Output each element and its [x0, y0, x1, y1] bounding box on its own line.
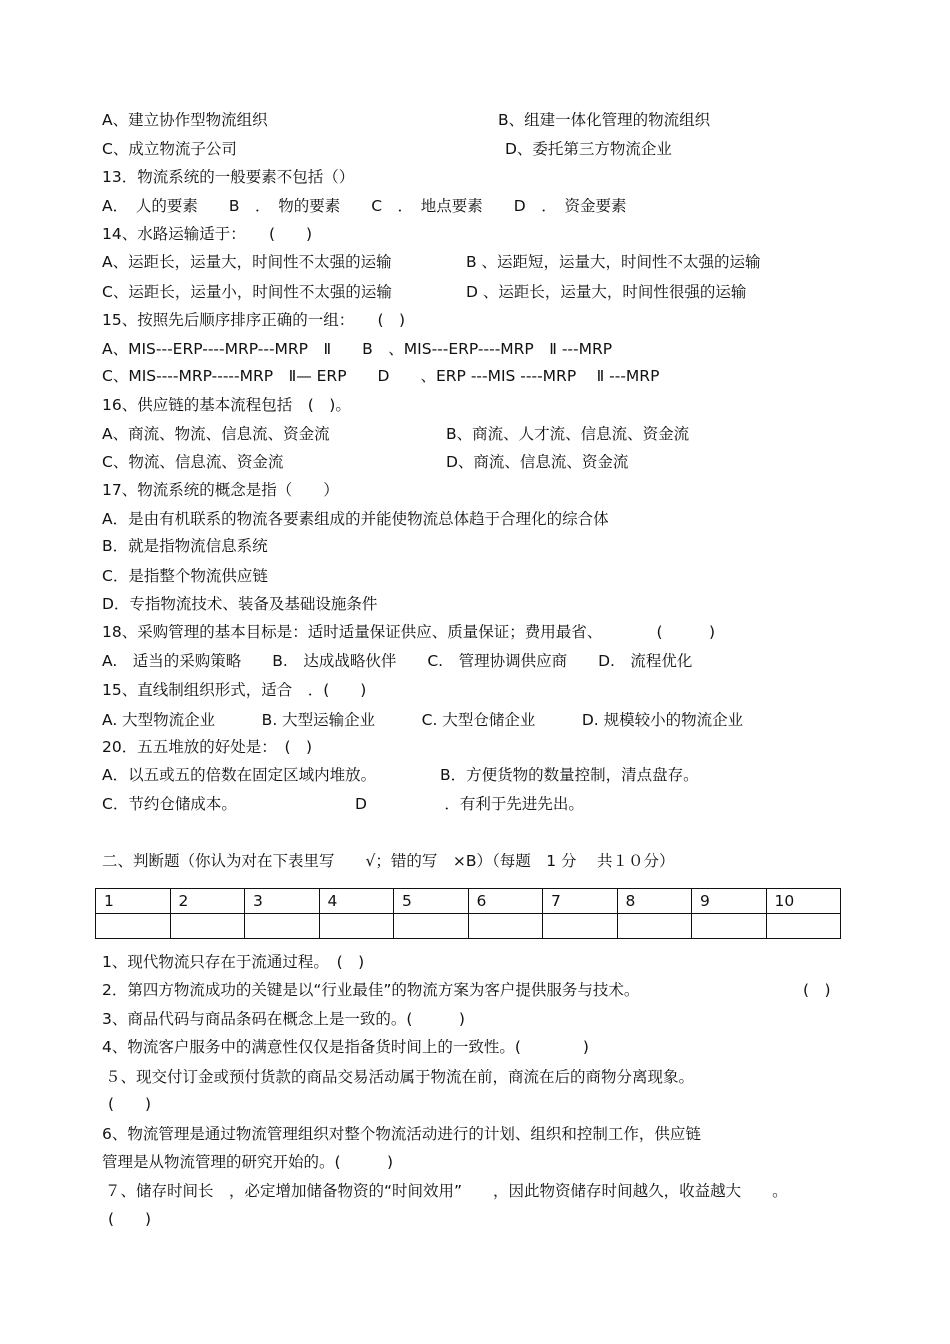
table-cell: 10	[766, 889, 841, 914]
answer-cell[interactable]	[245, 914, 320, 939]
table-cell: 2	[170, 889, 245, 914]
text-line: A. 大型物流企业 B. 大型运输企业 C. 大型仓储企业 D. 规模较小的物流企业	[102, 711, 744, 729]
text-line: 15、按照先后顺序排序正确的一组： ( )	[102, 311, 406, 329]
text-line: 16、供应链的基本流程包括 ( )。	[102, 396, 351, 414]
text-line: 20．五五堆放的好处是： ( )	[102, 738, 313, 756]
text-line: 18、采购管理的基本目标是：适时适量保证供应、质量保证；费用最省、 ( )	[102, 623, 716, 641]
table-cell: 7	[543, 889, 618, 914]
table-cell: 8	[617, 889, 692, 914]
text-line: A． 人的要素 B ． 物的要素 C ． 地点要素 D ． 资金要素	[102, 197, 627, 215]
table-cell: 3	[245, 889, 320, 914]
answer-table-answer-row	[96, 914, 841, 939]
text-line: B．就是指物流信息系统	[102, 537, 268, 555]
text-line: D ．有利于先进先出。	[355, 795, 584, 813]
answer-cell[interactable]	[617, 914, 692, 939]
table-cell: 9	[692, 889, 767, 914]
text-line: B、组建一体化管理的物流组织	[498, 111, 711, 129]
text-line: 2．第四方物流成功的关键是以“行业最佳”的物流方案为客户提供服务与技术。	[102, 981, 640, 999]
text-line: A、MIS---ERP----MRP---MRP Ⅱ B 、MIS---ERP----MRP Ⅱ ---MRP	[102, 340, 613, 358]
text-line: ７、储存时间长 ，必定增加储备物资的“时间效用” ，因此物资储存时间越久，收益越大 。	[105, 1182, 788, 1200]
text-line: B．方便货物的数量控制，清点盘存。	[440, 766, 699, 784]
text-line: 1、现代物流只存在于流通过程。 ( )	[102, 953, 365, 971]
text-line: A、运距长，运量大，时间性不太强的运输	[102, 253, 392, 271]
text-line: C、MIS----MRP-----MRP Ⅱ— ERP D 、ERP ---MIS ----MRP Ⅱ ---MRP	[102, 367, 660, 385]
text-line: 管理是从物流管理的研究开始的。( )	[102, 1153, 394, 1171]
answer-cell[interactable]	[766, 914, 841, 939]
text-line: D．专指物流技术、装备及基础设施条件	[102, 595, 378, 613]
text-line: D、委托第三方物流企业	[505, 140, 672, 158]
answer-cell[interactable]	[692, 914, 767, 939]
answer-cell[interactable]	[468, 914, 543, 939]
text-line: C、成立物流子公司	[102, 140, 237, 158]
text-line: 4、物流客户服务中的满意性仅仅是指备货时间上的一致性。( )	[102, 1038, 589, 1056]
text-line: 17、物流系统的概念是指（ ）	[102, 481, 339, 499]
table-cell: 4	[319, 889, 394, 914]
text-line: ( )	[803, 981, 831, 999]
answer-cell[interactable]	[543, 914, 618, 939]
text-line: 3、商品代码与商品条码在概念上是一致的。( )	[102, 1010, 465, 1028]
answer-cell[interactable]	[319, 914, 394, 939]
answer-cell[interactable]	[394, 914, 469, 939]
text-line: 15、直线制组织形式，适合 ．( )	[102, 681, 367, 699]
text-line: A．是由有机联系的物流各要素组成的并能使物流总体趋于合理化的综合体	[102, 510, 609, 528]
table-cell: 1	[96, 889, 171, 914]
text-line: 二、判断题（你认为对在下表里写 √；错的写 ×B）（每题 1 分 共１０分）	[102, 852, 675, 870]
text-line: C．是指整个物流供应链	[102, 567, 268, 585]
text-line: D、商流、信息流、资金流	[446, 453, 629, 471]
answer-cell[interactable]	[170, 914, 245, 939]
answer-table	[95, 888, 841, 939]
text-line: 13．物流系统的一般要素不包括（）	[102, 168, 355, 186]
text-line: C．节约仓储成本。	[102, 795, 237, 813]
table-cell: 6	[468, 889, 543, 914]
text-line: A. 适当的采购策略 B. 达成战略伙伴 C. 管理协调供应商 D. 流程优化	[102, 652, 693, 670]
text-line: 6、物流管理是通过物流管理组织对整个物流活动进行的计划、组织和控制工作，供应链	[102, 1125, 701, 1143]
text-line: ( )	[108, 1210, 152, 1228]
table-cell: 5	[394, 889, 469, 914]
text-line: A、建立协作型物流组织	[102, 111, 268, 129]
text-line: D 、运距长，运量大，时间性很强的运输	[466, 283, 747, 301]
text-line: 14、水路运输适于： ( )	[102, 225, 313, 243]
text-line: B、商流、人才流、信息流、资金流	[446, 425, 690, 443]
text-line: A、商流、物流、信息流、资金流	[102, 425, 330, 443]
answer-cell[interactable]	[96, 914, 171, 939]
answer-table-header-row	[96, 889, 841, 914]
text-line: C、物流、信息流、资金流	[102, 453, 284, 471]
text-line: C、运距长，运量小，时间性不太强的运输	[102, 283, 392, 301]
text-line: ( )	[108, 1095, 152, 1113]
text-line: B 、运距短，运量大，时间性不太强的运输	[466, 253, 761, 271]
text-line: A．以五或五的倍数在固定区域内堆放。	[102, 766, 377, 784]
text-line: ５、现交付订金或预付货款的商品交易活动属于物流在前，商流在后的商物分离现象。	[105, 1068, 695, 1086]
